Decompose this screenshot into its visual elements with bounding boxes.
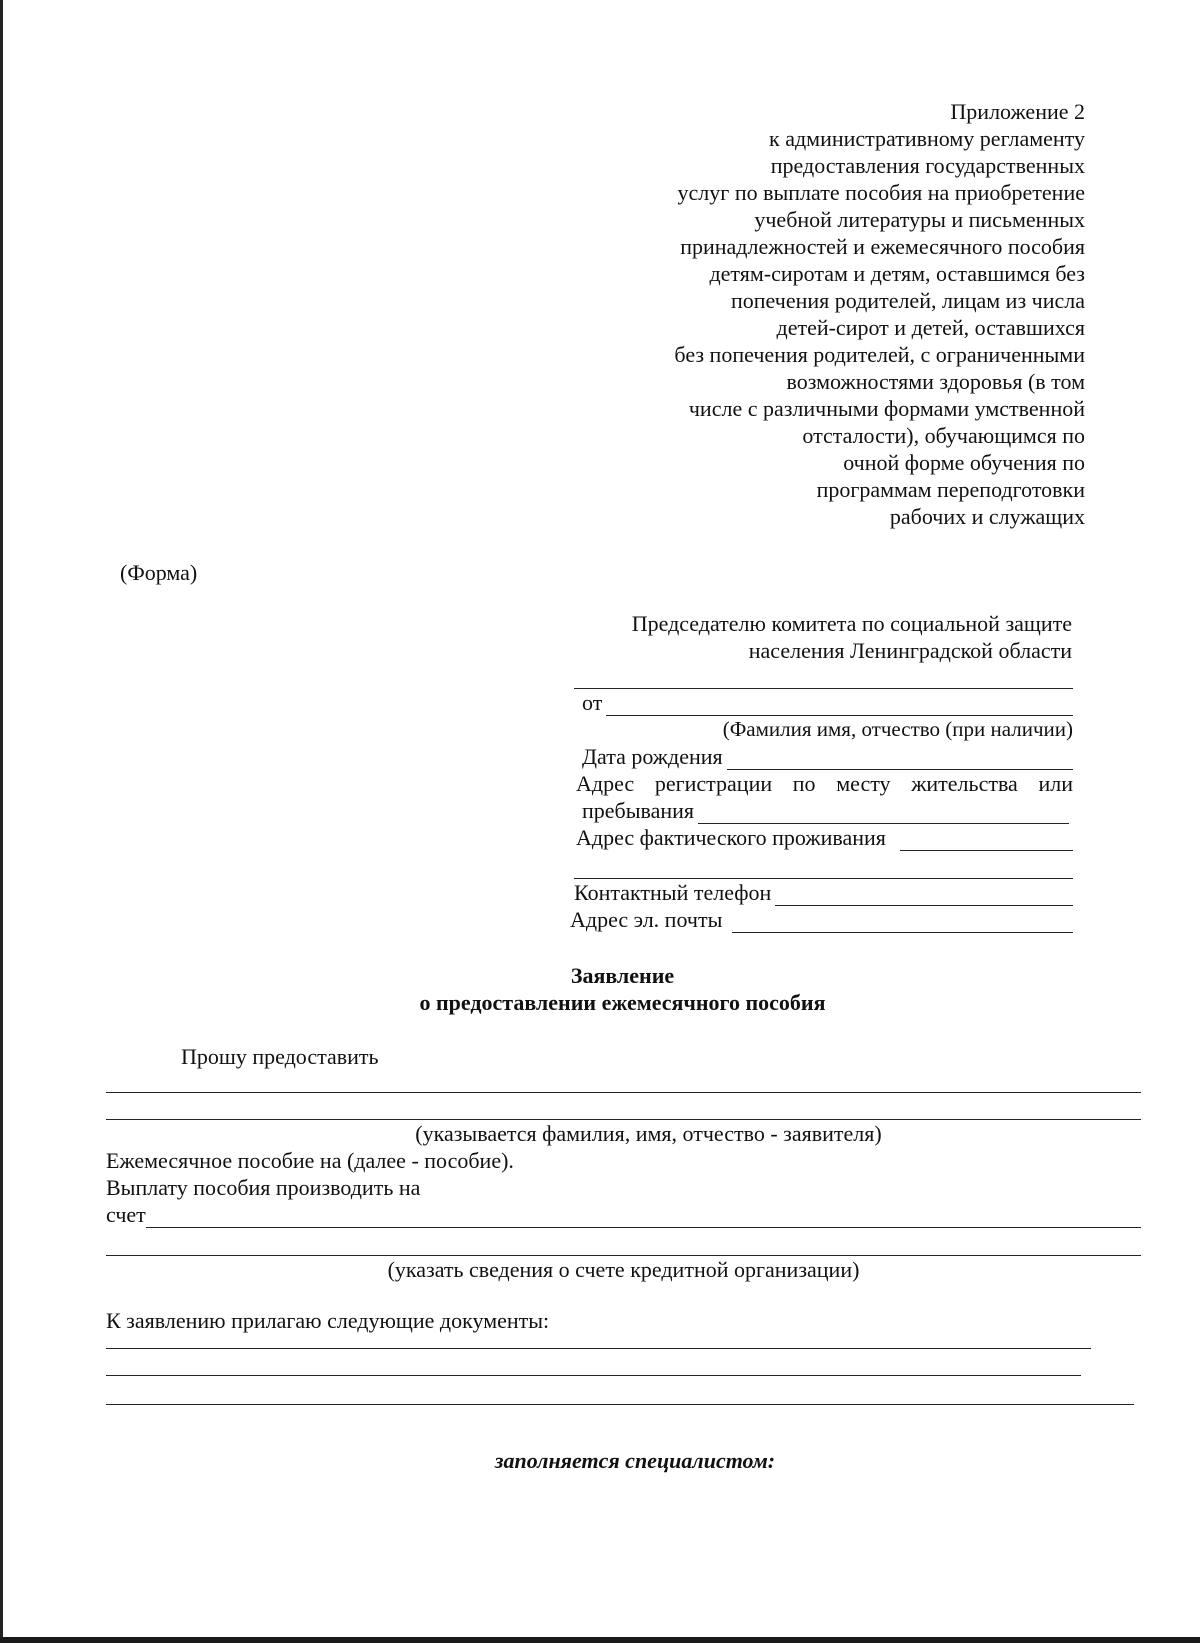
- account-label: счет: [106, 1202, 146, 1227]
- annex-header: [565, 98, 1085, 530]
- applicant-name-field-2[interactable]: [106, 1093, 1141, 1120]
- attachment-line-3[interactable]: [106, 1376, 1134, 1405]
- annex-line: детям-сиротам и детям, оставшимся без: [709, 261, 1085, 286]
- statement-subtitle: о предоставлении ежемесячного пособия: [419, 990, 826, 1015]
- specialist-note: заполняется специалистом:: [494, 1448, 776, 1473]
- birth-label: Дата рождения: [582, 744, 723, 769]
- account-row: [106, 1201, 1141, 1228]
- annex-line: детей-сирот и детей, оставшихся: [776, 315, 1085, 340]
- actual-address-field-2[interactable]: [574, 851, 1073, 879]
- reg-address-field[interactable]: [698, 803, 1069, 824]
- from-row: [582, 689, 1073, 716]
- request-text: Прошу предоставить: [181, 1044, 379, 1069]
- statement-title: Заявление: [570, 963, 675, 988]
- annex-line: принадлежностей и ежемесячного пособия: [680, 234, 1085, 259]
- phone-field[interactable]: [775, 885, 1073, 906]
- addressee-line2: населения Ленинградской области: [748, 638, 1072, 663]
- fio-hint: (Фамилия имя, отчество (при наличии): [722, 717, 1073, 741]
- spacer: [106, 1283, 1141, 1307]
- attachment-line-2[interactable]: [106, 1349, 1081, 1376]
- applicant-name-hint: (указывается фамилия, имя, отчество - заявителя): [415, 1121, 882, 1146]
- annex-line: очной форме обучения по: [843, 450, 1085, 475]
- phone-label: Контактный телефон: [574, 880, 772, 905]
- form-label: (Форма): [120, 560, 198, 585]
- blank-line: [574, 676, 1073, 689]
- email-field[interactable]: [732, 912, 1073, 933]
- annex-line: учебной литературы и письменных: [754, 207, 1085, 232]
- scan-edge-bottom: [0, 1637, 1200, 1643]
- email-row: [570, 906, 1073, 933]
- reg-address-row: [582, 797, 1073, 824]
- attachments-text: К заявлению прилагаю следующие документы:: [106, 1308, 550, 1333]
- email-label: Адрес эл. почты: [570, 907, 723, 932]
- phone-row: [574, 879, 1073, 906]
- from-field[interactable]: [606, 695, 1073, 716]
- actual-address-row: [576, 824, 1073, 851]
- annex-line: попечения родителей, лицам из числа: [730, 288, 1085, 313]
- reg-address-label: Адрес регистрации по месту жительства или: [576, 771, 1073, 796]
- attachment-line-1[interactable]: [106, 1334, 1091, 1349]
- account-field[interactable]: [146, 1207, 1141, 1228]
- annex-line: Приложение 2: [950, 99, 1085, 124]
- annex-line: числе с различными формами умственной: [688, 396, 1085, 421]
- birth-date-field[interactable]: [727, 749, 1073, 770]
- from-label: от: [582, 690, 603, 715]
- annex-line: программам переподготовки: [816, 477, 1085, 502]
- account-field-2[interactable]: [106, 1228, 1141, 1256]
- applicant-fields: [568, 676, 1073, 933]
- statement-body: [106, 1043, 1141, 1405]
- account-hint: (указать сведения о счете кредитной организации): [387, 1257, 860, 1282]
- annex-line: услуг по выплате пособия на приобретение: [677, 180, 1085, 205]
- addressee-line1: Председателю комитета по социальной защите: [631, 611, 1072, 636]
- benefit-text: Ежемесячное пособие на (далее - пособие).: [106, 1148, 514, 1173]
- applicant-name-field[interactable]: [106, 1070, 1141, 1093]
- actual-address-field[interactable]: [900, 830, 1073, 851]
- annex-line: предоставления государственных: [770, 153, 1085, 178]
- birth-row: [582, 743, 1073, 770]
- scan-edge-left: [0, 0, 3, 1643]
- annex-line: отсталости), обучающимся по: [802, 423, 1085, 448]
- addressee: [572, 610, 1072, 664]
- actual-address-label: Адрес фактического проживания: [576, 825, 886, 850]
- annex-line: возможностями здоровья (в том: [786, 369, 1085, 394]
- annex-line: рабочих и служащих: [889, 504, 1085, 529]
- annex-line: к административному регламенту: [769, 126, 1085, 151]
- annex-line: без попечения родителей, с ограниченными: [674, 342, 1085, 367]
- payment-text: Выплату пособия производить на: [106, 1175, 421, 1200]
- reg-address-label-2: пребывания: [582, 798, 695, 823]
